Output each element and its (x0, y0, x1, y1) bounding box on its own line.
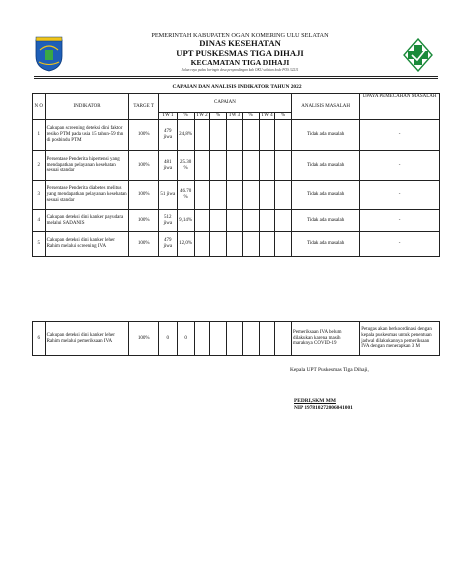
col-tw3: TW 3 (227, 113, 243, 120)
empty-cell (210, 120, 227, 151)
empty-cell (259, 120, 275, 151)
district-name: KECAMATAN TIGA DIHAJI (190, 57, 290, 67)
empty-cell (210, 210, 227, 232)
department-name: DINAS KESEHATAN (199, 38, 281, 49)
table-row (33, 232, 440, 257)
empty-cell (275, 210, 292, 232)
row-tw1: 0 (158, 322, 177, 356)
row-target: 100% (129, 232, 158, 257)
puskesmas-name: UPT PUSKESMAS TIGA DIHAJI (176, 48, 304, 59)
table-row (33, 151, 440, 181)
col-tw2: TW 2 (194, 113, 210, 120)
table-row (33, 210, 440, 232)
header-rule-thick (34, 76, 438, 77)
document-title: CAPAIAN DAN ANALISIS INDIKATOR TAHUN 2022 (172, 84, 302, 90)
row-target: 100% (129, 151, 158, 181)
empty-cell (259, 151, 275, 181)
empty-cell (194, 151, 210, 181)
row-no: 5 (33, 232, 46, 257)
empty-cell (227, 181, 243, 210)
row-upaya: Petugas akan berkoordinasi dengan kepala puskesmas untuk penentuan jadwal dilakukannya pemeriksaan IVA dengan menerapkan 3 M (360, 322, 440, 356)
col-capaian: CAPAIAN (158, 94, 291, 113)
empty-cell (210, 322, 227, 356)
table-header-row (33, 94, 440, 113)
col-pct-2: % (210, 113, 227, 120)
regency-logo (34, 36, 64, 72)
empty-cell (227, 232, 243, 257)
col-pct-1: % (177, 113, 194, 120)
col-tw1: TW 1 (158, 113, 177, 120)
empty-cell (275, 151, 292, 181)
row-analisis: Pemeriksaan IVA belum dilakukan karena masih maraknya COVID-19 (292, 322, 360, 356)
empty-cell (275, 181, 292, 210)
address-line: Jalan raya pulau beringin desa penyandingan kab OKU selatan kode POS 32211 (181, 67, 299, 72)
row-indikator: Cakupan deteksi dini kanker payudara melalui SADANIS (45, 210, 129, 232)
empty-cell (259, 181, 275, 210)
row-pct: 46.70 % (177, 181, 194, 210)
row-no: 6 (33, 322, 46, 356)
row-tw1: 479 jiwa (158, 232, 177, 257)
row-target: 100% (129, 181, 158, 210)
col-no: N O (33, 94, 46, 120)
col-indikator: INDIKATOR (45, 94, 129, 120)
empty-cell (194, 322, 210, 356)
empty-cell (210, 232, 227, 257)
empty-cell (210, 181, 227, 210)
signatory-nip: NIP 197810272006041001 (294, 405, 353, 411)
empty-cell (194, 232, 210, 257)
row-pct: 9,14% (177, 210, 194, 232)
empty-cell (242, 151, 259, 181)
health-cross-logo (403, 38, 433, 72)
row-analisis: Tidak ada masalah (292, 151, 360, 181)
empty-cell (227, 120, 243, 151)
row-upaya: - (360, 210, 440, 232)
empty-cell (259, 210, 275, 232)
table-row (33, 322, 440, 356)
row-analisis: Tidak ada masalah (292, 232, 360, 257)
empty-cell (227, 151, 243, 181)
empty-cell (275, 120, 292, 151)
empty-cell (210, 151, 227, 181)
col-pct-4: % (275, 113, 292, 120)
row-pct: 12,0% (177, 232, 194, 257)
row-upaya: - (360, 232, 440, 257)
government-name: PEMERINTAH KABUPATEN OGAN KOMERING ULU SELATAN (151, 32, 329, 39)
empty-cell (227, 322, 243, 356)
indicator-table-continued (32, 321, 440, 356)
table-row (33, 120, 440, 151)
letterhead (100, 32, 380, 72)
row-indikator: Cakupan screening deteksi dini faktor resiko PTM pada usia 15 tahun-59 thn di posbindu PTM (45, 120, 129, 151)
row-analisis: Tidak ada masalah (292, 181, 360, 210)
row-upaya: - (360, 181, 440, 210)
empty-cell (242, 181, 259, 210)
empty-cell (259, 322, 275, 356)
row-upaya: - (360, 120, 440, 151)
empty-cell (259, 232, 275, 257)
signatory-name: PEDRI,SKM MM (294, 398, 336, 404)
row-indikator: Cakupan deteksi dini kanker leher Rahim melalui screening IVA (45, 232, 129, 257)
row-tw1: 51 jiwa (158, 181, 177, 210)
empty-cell (275, 322, 292, 356)
row-analisis: Tidak ada masalah (292, 210, 360, 232)
empty-cell (275, 232, 292, 257)
row-tw1: 481 jiwa (158, 151, 177, 181)
row-target: 100% (129, 210, 158, 232)
indicator-table (32, 93, 440, 257)
empty-cell (227, 210, 243, 232)
row-analisis: Tidak ada masalah (292, 120, 360, 151)
row-no: 3 (33, 181, 46, 210)
col-tw4: TW 4 (259, 113, 275, 120)
table-row (33, 181, 440, 210)
row-tw1: 512 jiwa (158, 210, 177, 232)
empty-cell (242, 210, 259, 232)
header-rule-thin (34, 78, 438, 79)
empty-cell (194, 120, 210, 151)
row-no: 4 (33, 210, 46, 232)
row-tw1: 479 jiwa (158, 120, 177, 151)
empty-cell (194, 181, 210, 210)
row-target: 100% (129, 322, 158, 356)
col-analisis: ANALISIS MASALAH (292, 94, 360, 120)
empty-cell (242, 322, 259, 356)
row-no: 1 (33, 120, 46, 151)
row-target: 100% (129, 120, 158, 151)
empty-cell (194, 210, 210, 232)
col-upaya: UPAYA PEMECAHAN MASALAH (360, 94, 440, 120)
row-upaya: - (360, 151, 440, 181)
col-target: TARGE T (129, 94, 158, 120)
row-pct: 25.30 % (177, 151, 194, 181)
col-pct-3: % (242, 113, 259, 120)
signature-title: Kepala UPT Puskesmas Tiga Dihaji, (290, 367, 369, 373)
row-indikator: Persentase Penderita diabetes melitus yang mendapatkan pelayanan kesehatan sesuai standar (45, 181, 129, 210)
row-indikator: Persentase Penderita hipertensi yang mendapatkan pelayanan kesehatan sesuai standar (45, 151, 129, 181)
empty-cell (242, 120, 259, 151)
row-no: 2 (33, 151, 46, 181)
row-pct: 24,8% (177, 120, 194, 151)
row-indikator: Cakupan deteksi dini kanker leher Rahim melalui pemeriksaan IVA (45, 322, 129, 356)
empty-cell (242, 232, 259, 257)
row-pct: 0 (177, 322, 194, 356)
